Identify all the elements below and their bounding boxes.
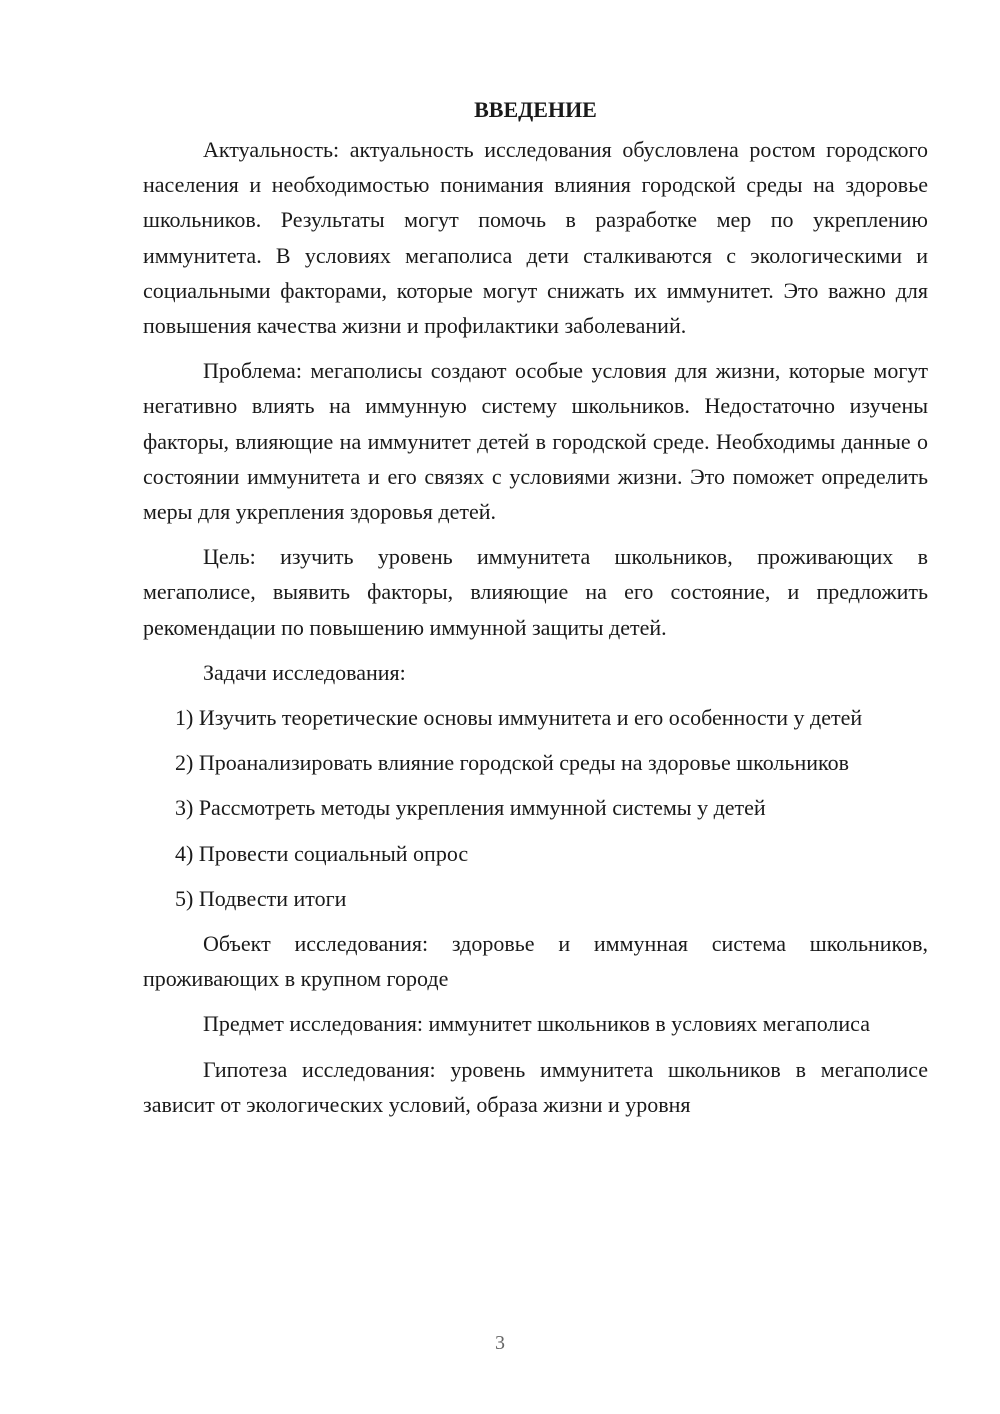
hypothesis-paragraph: Гипотеза исследования: уровень иммунитета школьников в мегаполисе зависит от экологических условий, образа жизни и уровня [143, 1056, 928, 1117]
task-item-1: 1) Изучить теоретические основы иммунитета и его особенности у детей [175, 705, 863, 731]
object-paragraph: Объект исследования: здоровье и иммунная система школьников, проживающих в крупном городе [143, 931, 928, 992]
subject-paragraph: Предмет исследования: иммунитет школьников в условиях мегаполиса [203, 1011, 870, 1037]
task-item-3: 3) Рассмотреть методы укрепления иммунной системы у детей [175, 795, 766, 821]
task-item-4: 4) Провести социальный опрос [175, 840, 469, 866]
problem-paragraph: Проблема: мегаполисы создают особые условия для жизни, которые могут негативно влиять на иммунную систему школьников. Недостаточно изучены факторы, влияющие на иммунитет детей в городской среде. Необходимы данные о состоянии иммунитета и его связях с условиями жизни. Это поможет определить меры для укрепления здоровья детей. [143, 358, 928, 525]
page-number: 3 [495, 1332, 505, 1354]
tasks-heading: Задачи исследования: [203, 659, 406, 685]
relevance-paragraph: Актуальность: актуальность исследования обусловлена ростом городского населения и необходимостью понимания влияния городской среды на здоровье школьников. Результаты могут помочь в разработке мер по укреплению иммунитета. В условиях мегаполиса дети сталкиваются с экологическими и социальными факторами, которые могут снижать их иммунитет. Это важно для повышения качества жизни и профилактики заболеваний. [143, 137, 928, 339]
task-item-2: 2) Проанализировать влияние городской среды на здоровье школьников [175, 750, 849, 776]
document-page [143, 92, 928, 1132]
task-item-5: 5) Подвести итоги [175, 885, 347, 911]
page-title: ВВЕДЕНИЕ [474, 97, 597, 122]
goal-paragraph: Цель: изучить уровень иммунитета школьников, проживающих в мегаполисе, выявить факторы, влияющие на его состояние, и предложить рекомендации по повышению иммунной защиты детей. [143, 544, 928, 640]
